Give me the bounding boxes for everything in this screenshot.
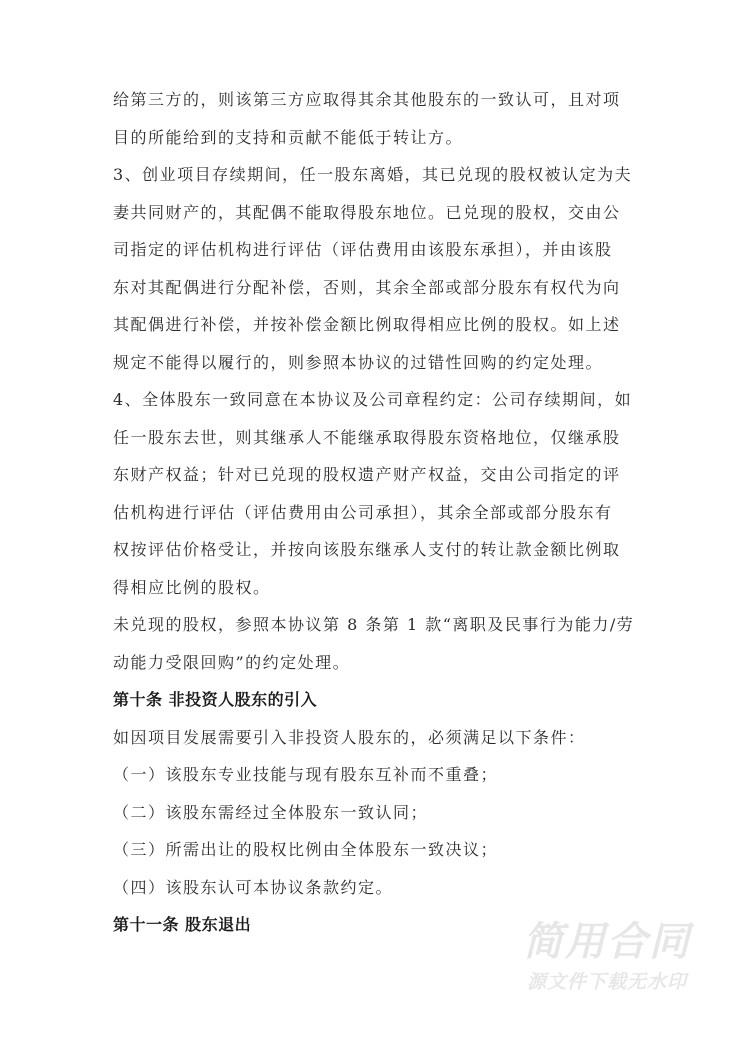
paragraph-line: 动能力受限回购”的约定处理。 — [113, 652, 351, 672]
paragraph-line: 给第三方的，则该第三方应取得其余其他股东的一致认可，且对项 — [113, 90, 621, 109]
watermark-title: 简用合同 — [523, 919, 691, 965]
section-heading-article-10: 第十条 非投资人股东的引入 — [113, 690, 318, 709]
paragraph-line: 规定不能得以履行的，则参照本协议的过错性回购的约定处理。 — [113, 352, 604, 372]
document-page — [113, 83, 633, 946]
paragraph-line: 权按评估价格受让，并按向该股东继承人支付的转让款金额比例取 — [113, 540, 621, 559]
paragraph-line: 任一股东去世，则其继承人不能继承取得股东资格地位，仅继承股 — [113, 427, 621, 447]
condition-item-1: （一）该股东专业技能与现有股东互补而不重叠； — [113, 765, 499, 784]
condition-item-3: （三）所需出让的股权比例由全体股东一致决议； — [113, 840, 499, 859]
paragraph-line: 如因项目发展需要引入非投资人股东的，必须满足以下条件： — [113, 727, 586, 747]
watermark-subtitle: 源文件下载无水印 — [526, 971, 687, 993]
paragraph-line: 目的所能给到的支持和贡献不能低于转让方。 — [113, 127, 464, 147]
paragraph-line: 其配偶进行补偿，并按补偿金额比例取得相应比例的股权。如上述 — [113, 315, 621, 334]
paragraph-line: 得相应比例的股权。 — [113, 577, 271, 597]
paragraph-line: 3、创业项目存续期间，任一股东离婚，其已兑现的股权被认定为夫 — [113, 165, 633, 184]
paragraph-line: 东对其配偶进行分配补偿，否则，其余全部或部分股东有权代为向 — [113, 277, 621, 297]
paragraph-line: 估机构进行评估（评估费用由公司承担），其余全部或部分股东有 — [113, 502, 613, 522]
section-heading-article-11: 第十一条 股东退出 — [113, 915, 252, 934]
paragraph-line: 4、全体股东一致同意在本协议及公司章程约定：公司存续期间，如 — [113, 390, 633, 409]
paragraph-line: 未兑现的股权，参照本协议第 8 条第 1 款“离职及民事行为能力/劳 — [113, 615, 635, 634]
condition-item-2: （二）该股东需经过全体股东一致认同； — [113, 802, 429, 822]
condition-item-4: （四）该股东认可本协议条款约定。 — [113, 877, 394, 897]
paragraph-line: 东财产权益；针对已兑现的股权遗产财产权益，交由公司指定的评 — [113, 465, 621, 484]
watermark — [512, 918, 702, 998]
paragraph-line: 妻共同财产的，其配偶不能取得股东地位。已兑现的股权，交由公 — [113, 202, 621, 222]
paragraph-line: 司指定的评估机构进行评估（评估费用由该股东承担），并由该股 — [113, 240, 613, 259]
